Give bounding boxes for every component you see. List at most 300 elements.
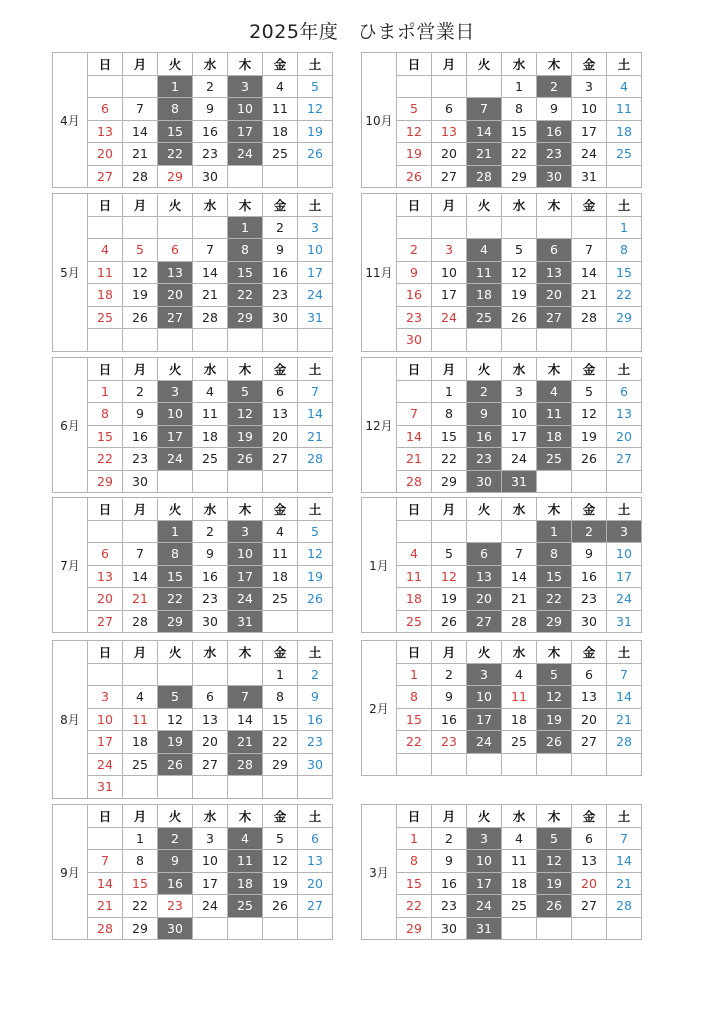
day-cell: 18	[123, 731, 158, 754]
day-cell: 2	[193, 75, 228, 98]
week-row	[362, 663, 642, 686]
empty-cell	[88, 827, 123, 850]
business-day-cell: 13	[467, 565, 502, 588]
day-cell: 4	[263, 520, 298, 543]
day-cell: 10	[607, 543, 642, 566]
business-day-cell: 10	[467, 686, 502, 709]
day-cell: 24	[88, 753, 123, 776]
day-cell: 5	[123, 239, 158, 262]
business-day-cell: 20	[158, 284, 193, 307]
weekday-header: 日	[88, 498, 123, 521]
day-cell: 19	[502, 284, 537, 307]
day-cell: 5	[298, 520, 333, 543]
business-day-cell: 17	[467, 872, 502, 895]
business-day-cell: 25	[467, 306, 502, 329]
business-day-cell: 14	[467, 120, 502, 143]
day-cell: 6	[432, 98, 467, 121]
business-day-cell: 8	[537, 543, 572, 566]
business-day-cell: 4	[467, 239, 502, 262]
empty-cell	[607, 917, 642, 940]
day-cell: 13	[607, 403, 642, 426]
day-cell: 2	[193, 520, 228, 543]
day-cell: 23	[193, 143, 228, 166]
day-cell: 4	[193, 380, 228, 403]
day-cell: 25	[607, 143, 642, 166]
empty-cell	[228, 470, 263, 493]
day-cell: 23	[432, 895, 467, 918]
business-day-cell: 18	[228, 872, 263, 895]
day-cell: 6	[572, 827, 607, 850]
day-cell: 19	[432, 588, 467, 611]
day-cell: 13	[263, 403, 298, 426]
day-cell: 7	[193, 239, 228, 262]
empty-cell	[193, 329, 228, 352]
day-cell: 29	[502, 165, 537, 188]
day-cell: 19	[397, 143, 432, 166]
day-cell: 19	[572, 425, 607, 448]
week-row	[53, 329, 333, 352]
day-cell: 11	[263, 543, 298, 566]
business-day-cell: 21	[228, 731, 263, 754]
business-day-cell: 2	[158, 827, 193, 850]
month-calendar	[52, 804, 333, 940]
day-cell: 14	[607, 850, 642, 873]
day-cell: 31	[607, 610, 642, 633]
business-day-cell: 27	[537, 306, 572, 329]
weekday-header: 月	[123, 194, 158, 217]
business-day-cell: 7	[228, 686, 263, 709]
weekday-header: 金	[263, 805, 298, 828]
empty-cell	[228, 917, 263, 940]
day-cell: 2	[397, 239, 432, 262]
empty-cell	[572, 329, 607, 352]
empty-cell	[432, 216, 467, 239]
month-label: 10月	[362, 53, 397, 188]
day-cell: 21	[397, 448, 432, 471]
weekday-header: 火	[467, 358, 502, 381]
week-row	[362, 261, 642, 284]
weekday-header: 水	[193, 358, 228, 381]
day-cell: 11	[123, 708, 158, 731]
day-cell: 25	[123, 753, 158, 776]
day-cell: 14	[123, 120, 158, 143]
empty-cell	[432, 75, 467, 98]
day-cell: 9	[432, 850, 467, 873]
weekday-header: 金	[572, 498, 607, 521]
day-cell: 8	[502, 98, 537, 121]
business-day-cell: 20	[537, 284, 572, 307]
day-cell: 19	[298, 120, 333, 143]
business-day-cell: 19	[228, 425, 263, 448]
weekday-header: 木	[228, 358, 263, 381]
day-cell: 11	[502, 686, 537, 709]
empty-cell	[158, 329, 193, 352]
day-cell: 17	[572, 120, 607, 143]
business-day-cell: 6	[467, 543, 502, 566]
day-cell: 10	[88, 708, 123, 731]
month-label: 11月	[362, 194, 397, 352]
empty-cell	[88, 75, 123, 98]
weekday-header: 木	[537, 641, 572, 664]
day-cell: 11	[193, 403, 228, 426]
day-cell: 14	[228, 708, 263, 731]
day-cell: 8	[397, 686, 432, 709]
business-day-cell: 2	[537, 75, 572, 98]
day-cell: 5	[397, 98, 432, 121]
month-calendar	[52, 193, 333, 352]
week-row	[362, 850, 642, 873]
weekday-header: 金	[572, 805, 607, 828]
day-cell: 27	[607, 448, 642, 471]
day-cell: 27	[88, 610, 123, 633]
week-row	[53, 663, 333, 686]
day-cell: 21	[502, 588, 537, 611]
day-cell: 13	[298, 850, 333, 873]
day-cell: 20	[88, 588, 123, 611]
day-cell: 8	[432, 403, 467, 426]
weekday-header: 水	[502, 641, 537, 664]
business-day-cell: 12	[537, 850, 572, 873]
empty-cell	[502, 753, 537, 776]
week-row	[53, 686, 333, 709]
business-day-cell: 24	[158, 448, 193, 471]
empty-cell	[537, 917, 572, 940]
day-cell: 28	[607, 731, 642, 754]
weekday-header: 月	[432, 194, 467, 217]
business-day-cell: 26	[228, 448, 263, 471]
day-cell: 6	[263, 380, 298, 403]
business-day-cell: 27	[467, 610, 502, 633]
week-row	[362, 284, 642, 307]
day-cell: 2	[123, 380, 158, 403]
business-day-cell: 29	[228, 306, 263, 329]
weekday-header: 金	[572, 194, 607, 217]
day-cell: 17	[88, 731, 123, 754]
day-cell: 11	[263, 98, 298, 121]
week-row	[53, 753, 333, 776]
empty-cell	[88, 216, 123, 239]
business-day-cell: 17	[158, 425, 193, 448]
day-cell: 27	[263, 448, 298, 471]
business-day-cell: 3	[467, 663, 502, 686]
day-cell: 20	[263, 425, 298, 448]
day-cell: 14	[607, 686, 642, 709]
weekday-header: 水	[193, 53, 228, 76]
empty-cell	[158, 663, 193, 686]
day-cell: 28	[298, 448, 333, 471]
weekday-header: 日	[397, 53, 432, 76]
day-cell: 18	[502, 708, 537, 731]
weekday-header: 金	[572, 641, 607, 664]
empty-cell	[397, 520, 432, 543]
day-cell: 28	[123, 610, 158, 633]
day-cell: 13	[432, 120, 467, 143]
week-row	[53, 261, 333, 284]
weekday-header: 金	[263, 53, 298, 76]
day-cell: 15	[263, 708, 298, 731]
day-cell: 21	[123, 143, 158, 166]
day-cell: 14	[397, 425, 432, 448]
month-label: 4月	[53, 53, 88, 188]
business-day-cell: 19	[158, 731, 193, 754]
weekday-header: 火	[158, 641, 193, 664]
week-row	[53, 98, 333, 121]
business-day-cell: 29	[158, 610, 193, 633]
day-cell: 18	[88, 284, 123, 307]
day-cell: 7	[123, 543, 158, 566]
empty-cell	[572, 917, 607, 940]
business-day-cell: 3	[228, 75, 263, 98]
day-cell: 18	[193, 425, 228, 448]
day-cell: 1	[432, 380, 467, 403]
business-day-cell: 22	[228, 284, 263, 307]
day-cell: 24	[572, 143, 607, 166]
month-calendar	[52, 357, 333, 493]
business-day-cell: 1	[158, 520, 193, 543]
weekday-header: 月	[432, 641, 467, 664]
empty-cell	[193, 776, 228, 799]
month-label: 5月	[53, 194, 88, 352]
week-row	[362, 686, 642, 709]
day-cell: 2	[298, 663, 333, 686]
day-cell: 11	[502, 850, 537, 873]
empty-cell	[537, 216, 572, 239]
week-row	[53, 216, 333, 239]
weekday-header: 土	[607, 641, 642, 664]
empty-cell	[193, 917, 228, 940]
weekday-header: 金	[572, 53, 607, 76]
business-day-cell: 15	[158, 565, 193, 588]
month-label: 1月	[362, 498, 397, 633]
empty-cell	[123, 663, 158, 686]
week-row	[362, 165, 642, 188]
day-cell: 6	[572, 663, 607, 686]
day-cell: 17	[193, 872, 228, 895]
day-cell: 8	[123, 850, 158, 873]
weekday-header: 土	[607, 53, 642, 76]
empty-cell	[263, 776, 298, 799]
week-row	[362, 380, 642, 403]
weekday-header: 日	[397, 805, 432, 828]
day-cell: 18	[607, 120, 642, 143]
day-cell: 29	[607, 306, 642, 329]
day-cell: 21	[88, 895, 123, 918]
day-cell: 4	[88, 239, 123, 262]
month-calendar	[361, 193, 642, 352]
empty-cell	[467, 75, 502, 98]
empty-cell	[607, 329, 642, 352]
empty-cell	[502, 216, 537, 239]
weekday-header: 水	[193, 641, 228, 664]
month-calendar	[52, 497, 333, 633]
day-cell: 6	[88, 543, 123, 566]
business-day-cell: 9	[158, 850, 193, 873]
week-row	[53, 776, 333, 799]
day-cell: 13	[88, 565, 123, 588]
weekday-header: 火	[158, 805, 193, 828]
day-cell: 19	[298, 565, 333, 588]
day-cell: 1	[88, 380, 123, 403]
day-cell: 14	[123, 565, 158, 588]
business-day-cell: 10	[467, 850, 502, 873]
day-cell: 14	[572, 261, 607, 284]
day-cell: 27	[432, 165, 467, 188]
weekday-header: 火	[158, 53, 193, 76]
week-row	[362, 239, 642, 262]
empty-cell	[502, 520, 537, 543]
week-row	[362, 827, 642, 850]
week-row	[53, 75, 333, 98]
day-cell: 19	[123, 284, 158, 307]
day-cell: 23	[298, 731, 333, 754]
empty-cell	[537, 470, 572, 493]
week-row	[362, 610, 642, 633]
week-row	[362, 520, 642, 543]
weekday-header: 火	[158, 194, 193, 217]
business-day-cell: 24	[228, 588, 263, 611]
empty-cell	[397, 380, 432, 403]
day-cell: 27	[193, 753, 228, 776]
day-cell: 5	[263, 827, 298, 850]
day-cell: 1	[397, 827, 432, 850]
day-cell: 13	[572, 850, 607, 873]
day-cell: 29	[123, 917, 158, 940]
business-day-cell: 18	[467, 284, 502, 307]
day-cell: 30	[397, 329, 432, 352]
day-cell: 15	[88, 425, 123, 448]
week-row	[362, 565, 642, 588]
empty-cell	[263, 917, 298, 940]
weekday-header: 水	[502, 805, 537, 828]
business-day-cell: 24	[467, 731, 502, 754]
business-day-cell: 19	[537, 872, 572, 895]
business-day-cell: 11	[228, 850, 263, 873]
week-row	[53, 470, 333, 493]
business-day-cell: 25	[228, 895, 263, 918]
week-row	[362, 708, 642, 731]
day-cell: 27	[88, 165, 123, 188]
day-cell: 14	[298, 403, 333, 426]
weekday-header: 月	[432, 53, 467, 76]
day-cell: 25	[502, 731, 537, 754]
weekday-header: 日	[88, 53, 123, 76]
day-cell: 4	[123, 686, 158, 709]
day-cell: 6	[158, 239, 193, 262]
day-cell: 20	[432, 143, 467, 166]
empty-cell	[298, 329, 333, 352]
day-cell: 4	[607, 75, 642, 98]
week-row	[362, 731, 642, 754]
month-label: 7月	[53, 498, 88, 633]
month-label: 12月	[362, 358, 397, 493]
day-cell: 16	[193, 565, 228, 588]
weekday-header: 火	[467, 805, 502, 828]
business-day-cell: 5	[537, 663, 572, 686]
empty-cell	[432, 753, 467, 776]
weekday-header: 日	[397, 358, 432, 381]
business-day-cell: 27	[158, 306, 193, 329]
business-day-cell: 10	[228, 543, 263, 566]
business-day-cell: 5	[158, 686, 193, 709]
business-day-cell: 16	[467, 425, 502, 448]
day-cell: 26	[502, 306, 537, 329]
day-cell: 25	[193, 448, 228, 471]
business-day-cell: 19	[537, 708, 572, 731]
empty-cell	[572, 470, 607, 493]
business-day-cell: 23	[467, 448, 502, 471]
day-cell: 7	[607, 827, 642, 850]
weekday-header: 月	[123, 358, 158, 381]
day-cell: 3	[298, 216, 333, 239]
day-cell: 1	[123, 827, 158, 850]
business-day-cell: 30	[158, 917, 193, 940]
weekday-header: 木	[537, 358, 572, 381]
weekday-header: 月	[123, 641, 158, 664]
weekday-header: 日	[88, 641, 123, 664]
day-cell: 4	[502, 827, 537, 850]
week-row	[362, 917, 642, 940]
week-row	[362, 75, 642, 98]
week-row	[53, 731, 333, 754]
business-day-cell: 6	[537, 239, 572, 262]
empty-cell	[607, 753, 642, 776]
day-cell: 18	[263, 565, 298, 588]
empty-cell	[467, 329, 502, 352]
empty-cell	[607, 470, 642, 493]
week-row	[362, 216, 642, 239]
weekday-header: 土	[298, 53, 333, 76]
empty-cell	[158, 216, 193, 239]
business-day-cell: 20	[467, 588, 502, 611]
week-row	[53, 120, 333, 143]
month-calendar	[361, 497, 642, 633]
day-cell: 12	[298, 543, 333, 566]
empty-cell	[298, 165, 333, 188]
day-cell: 14	[502, 565, 537, 588]
day-cell: 16	[193, 120, 228, 143]
day-cell: 13	[193, 708, 228, 731]
day-cell: 15	[607, 261, 642, 284]
week-row	[362, 753, 642, 776]
day-cell: 11	[607, 98, 642, 121]
empty-cell	[607, 165, 642, 188]
day-cell: 12	[298, 98, 333, 121]
business-day-cell: 31	[228, 610, 263, 633]
business-day-cell: 21	[467, 143, 502, 166]
business-day-cell: 13	[158, 261, 193, 284]
empty-cell	[467, 216, 502, 239]
day-cell: 26	[298, 143, 333, 166]
day-cell: 28	[397, 470, 432, 493]
weekday-header: 水	[193, 194, 228, 217]
empty-cell	[158, 776, 193, 799]
business-day-cell: 12	[537, 686, 572, 709]
week-row	[53, 827, 333, 850]
weekday-header: 水	[502, 194, 537, 217]
day-cell: 1	[607, 216, 642, 239]
day-cell: 22	[88, 448, 123, 471]
weekday-header: 水	[193, 498, 228, 521]
day-cell: 17	[432, 284, 467, 307]
day-cell: 6	[298, 827, 333, 850]
business-day-cell: 9	[467, 403, 502, 426]
week-row	[53, 895, 333, 918]
day-cell: 22	[607, 284, 642, 307]
week-row	[362, 403, 642, 426]
day-cell: 9	[263, 239, 298, 262]
day-cell: 4	[263, 75, 298, 98]
weekday-header: 土	[298, 641, 333, 664]
